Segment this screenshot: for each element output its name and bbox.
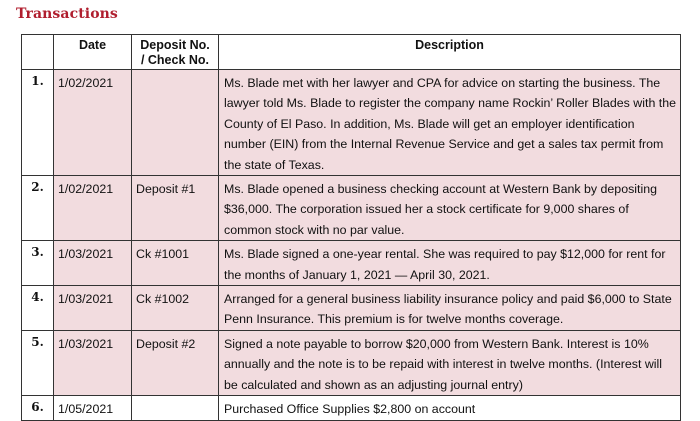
header-number xyxy=(22,35,54,70)
table-row xyxy=(22,70,681,176)
row-number: 4. xyxy=(22,286,54,331)
row-description: Ms. Blade opened a business checking account at Western Bank by depositing $36,000. The corporation issued her a stock certificate for 9,000 shares of common stock with no par value. xyxy=(219,176,681,241)
row-number: 5. xyxy=(22,330,54,395)
transactions-table xyxy=(21,34,681,421)
header-date: Date xyxy=(54,35,132,70)
row-number: 3. xyxy=(22,241,54,286)
table-row xyxy=(22,241,681,286)
row-date: 1/02/2021 xyxy=(54,176,132,241)
row-date: 1/03/2021 xyxy=(54,286,132,331)
row-ref xyxy=(132,70,219,176)
row-date: 1/05/2021 xyxy=(54,396,132,420)
table-row xyxy=(22,330,681,395)
row-date: 1/02/2021 xyxy=(54,70,132,176)
row-ref: Deposit #1 xyxy=(132,176,219,241)
row-number: 2. xyxy=(22,176,54,241)
row-date: 1/03/2021 xyxy=(54,241,132,286)
table-row xyxy=(22,176,681,241)
row-description: Purchased Office Supplies $2,800 on account xyxy=(219,396,681,420)
row-ref: Ck #1002 xyxy=(132,286,219,331)
row-description: Ms. Blade met with her lawyer and CPA for advice on starting the business. The lawyer told Ms. Blade to register the company name Rockin’ Roller Blades with the County of El Paso. In addition, Ms. Blade will get an employer identification number (EIN) from the Internal Revenue Service and get a sales tax permit from the state of Texas. xyxy=(219,70,681,176)
row-ref: Ck #1001 xyxy=(132,241,219,286)
row-description: Arranged for a general business liability insurance policy and paid $6,000 to State Penn Insurance. This premium is for twelve months coverage. xyxy=(219,286,681,331)
table-row xyxy=(22,286,681,331)
row-number: 6. xyxy=(22,396,54,420)
row-date: 1/03/2021 xyxy=(54,330,132,395)
table-header-row xyxy=(22,35,681,70)
header-deposit-check xyxy=(132,35,219,70)
section-title: Transactions xyxy=(16,6,118,22)
row-description: Ms. Blade signed a one-year rental. She was required to pay $12,000 for rent for the months of January 1, 2021 — April 30, 2021. xyxy=(219,241,681,286)
header-description: Description xyxy=(219,35,681,70)
row-description: Signed a note payable to borrow $20,000 from Western Bank. Interest is 10% annually and the note is to be repaid with interest in twelve months. (Interest will be calculated and shown as an adjusting journal entry) xyxy=(219,330,681,395)
row-ref xyxy=(132,396,219,420)
table-row xyxy=(22,396,681,420)
row-ref: Deposit #2 xyxy=(132,330,219,395)
header-deposit-line2: / Check No. xyxy=(140,53,210,67)
row-number: 1. xyxy=(22,70,54,176)
header-deposit-line1: Deposit No. xyxy=(140,38,210,52)
